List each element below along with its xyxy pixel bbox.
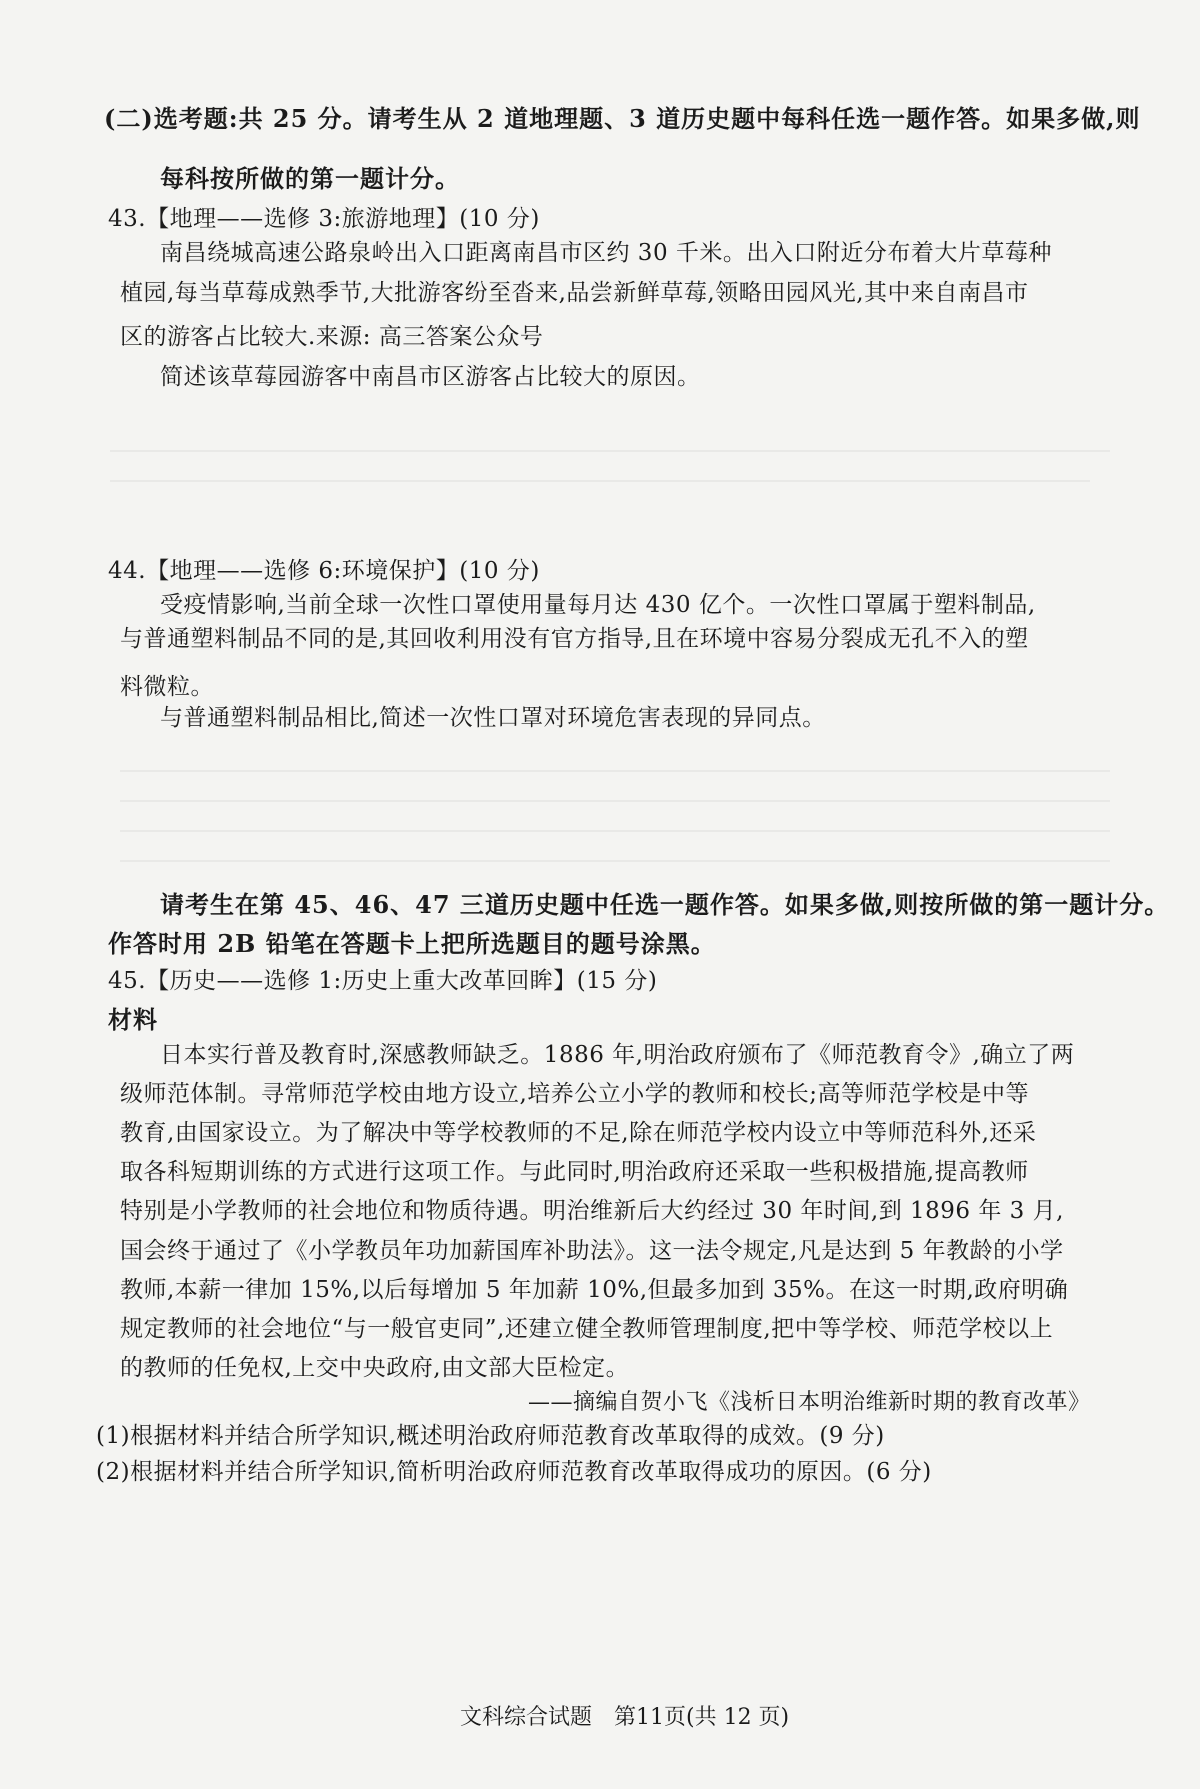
q45-source-citation: ——摘编自贺小飞《浅析日本明治维新时期的教育改革》 (528, 1390, 1091, 1415)
section-title-continued: 每科按所做的第一题计分。 (160, 164, 460, 193)
material-label: 材料 (108, 1005, 158, 1034)
section-title: (二)选考题:共 25 分。请考生从 2 道地理题、3 道历史题中每科任选一题作答。如果多做,则 (104, 104, 1141, 133)
scan-noise (110, 450, 1110, 452)
q45-material-line: 的教师的任免权,上交中央政府,由文部大臣检定。 (120, 1355, 630, 1381)
q44-header: 44.【地理——选修 6:环境保护】(10 分) (108, 558, 540, 584)
scan-noise (120, 830, 1110, 832)
q43-header: 43.【地理——选修 3:旅游地理】(10 分) (108, 206, 540, 232)
q45-material-line: 级师范体制。寻常师范学校由地方设立,培养公立小学的教师和校长;高等师范学校是中等 (120, 1081, 1030, 1107)
q44-body-line: 受疫情影响,当前全球一次性口罩使用量每月达 430 亿个。一次性口罩属于塑料制品, (160, 592, 1036, 618)
scan-noise (120, 860, 1110, 862)
q45-material-line: 教育,由国家设立。为了解决中等学校教师的不足,除在师范学校内设立中等师范科外,还采 (120, 1120, 1037, 1146)
q45-header: 45.【历史——选修 1:历史上重大改革回眸】(15 分) (108, 968, 658, 994)
history-instruction-continued: 作答时用 2B 铅笔在答题卡上把所选题目的题号涂黑。 (108, 929, 716, 958)
page-footer: 文科综合试题 第11页(共 12 页) (460, 1705, 790, 1730)
q43-body-line: 区的游客占比较大.来源: 高三答案公众号 (120, 324, 544, 350)
q45-subquestion-2: (2)根据材料并结合所学知识,简析明治政府师范教育改革取得成功的原因。(6 分) (96, 1459, 932, 1485)
q43-prompt: 简述该草莓园游客中南昌市区游客占比较大的原因。 (160, 364, 701, 390)
scan-noise (120, 800, 1110, 802)
q43-body-line: 植园,每当草莓成熟季节,大批游客纷至沓来,品尝新鲜草莓,领略田园风光,其中来自南昌市 (120, 280, 1029, 306)
history-instruction: 请考生在第 45、46、47 三道历史题中任选一题作答。如果多做,则按所做的第一题计分。 (160, 890, 1170, 919)
q44-prompt: 与普通塑料制品相比,简述一次性口罩对环境危害表现的异同点。 (160, 705, 826, 731)
q45-material-line: 特别是小学教师的社会地位和物质待遇。明治维新后大约经过 30 年时间,到 1896 年 3 月, (120, 1198, 1064, 1224)
q45-subquestion-1: (1)根据材料并结合所学知识,概述明治政府师范教育改革取得的成效。(9 分) (96, 1423, 885, 1449)
q45-material-line: 取各科短期训练的方式进行这项工作。与此同时,明治政府还采取一些积极措施,提高教师 (120, 1159, 1029, 1185)
scan-noise (120, 770, 1110, 772)
q45-material-line: 国会终于通过了《小学教员年功加薪国库补助法》。这一法令规定,凡是达到 5 年教龄的小学 (120, 1238, 1064, 1264)
scan-noise (110, 480, 1090, 482)
q45-material-line: 教师,本薪一律加 15%,以后每增加 5 年加薪 10%,但最多加到 35%。在这一时期,政府明确 (120, 1277, 1069, 1303)
q43-body-line: 南昌绕城高速公路泉岭出入口距离南昌市区约 30 千米。出入口附近分布着大片草莓种 (160, 240, 1052, 266)
q45-material-line: 日本实行普及教育时,深感教师缺乏。1886 年,明治政府颁布了《师范教育令》,确立了两 (160, 1042, 1075, 1068)
q45-material-line: 规定教师的社会地位“与一般官吏同”,还建立健全教师管理制度,把中等学校、师范学校以上 (120, 1316, 1054, 1342)
q44-body-line: 料微粒。 (120, 674, 214, 700)
q44-body-line: 与普通塑料制品不同的是,其回收利用没有官方指导,且在环境中容易分裂成无孔不入的塑 (120, 626, 1029, 652)
